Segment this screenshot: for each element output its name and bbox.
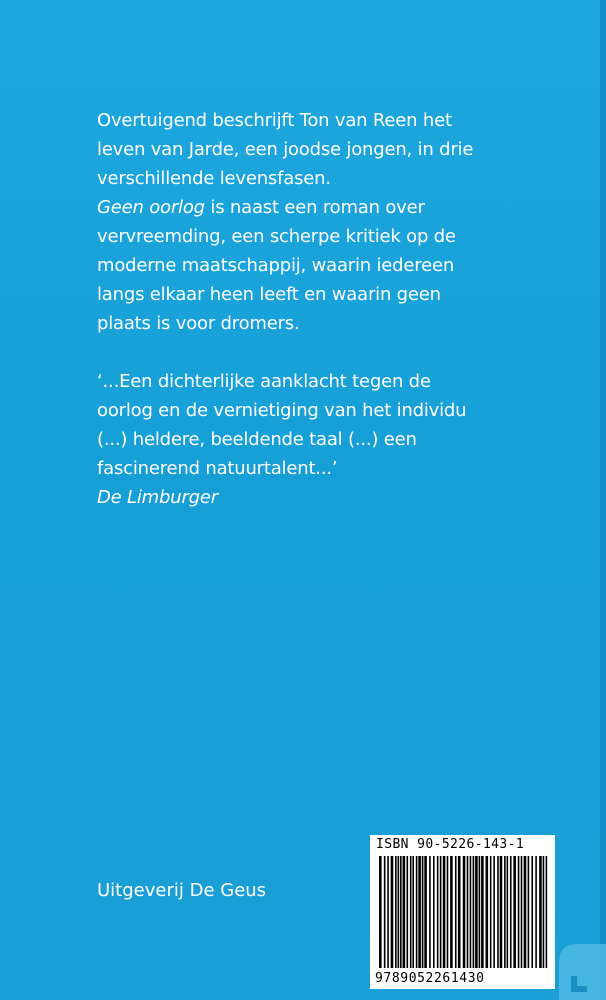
- barcode-bar: [473, 856, 475, 968]
- barcode-bar: [384, 856, 386, 968]
- barcode-bar: [518, 856, 520, 968]
- barcode-bar: [535, 856, 537, 968]
- barcode-bar: [486, 856, 489, 968]
- barcode-bar: [433, 856, 435, 968]
- paragraph-gap: [97, 338, 477, 367]
- barcode-bar: [539, 856, 542, 968]
- barcode-bar: [422, 856, 424, 968]
- barcode-bars: [378, 856, 548, 968]
- barcode-bar: [528, 856, 530, 968]
- barcode-bar: [450, 856, 453, 968]
- quote-line: (...) heldere, beeldende taal (...) een: [97, 429, 417, 450]
- barcode-bar: [391, 856, 394, 968]
- barcode-bar: [543, 856, 545, 968]
- barcode-bar: [412, 856, 414, 968]
- barcode-bar: [424, 856, 427, 968]
- barcode-bar: [490, 856, 492, 968]
- barcode-bar: [521, 856, 523, 968]
- blurb-line: langs elkaar heen leeft en waarin geen: [97, 284, 441, 305]
- blurb-line: Overtuigend beschrijft Ton van Reen het: [97, 110, 452, 131]
- barcode-bar: [447, 856, 449, 968]
- quote-line: oorlog en de vernietiging van het individu: [97, 400, 467, 421]
- blurb-line: vervreemding, een scherpe kritiek op de: [97, 226, 456, 247]
- barcode-bar: [497, 856, 499, 968]
- cover-edge: [600, 0, 606, 1000]
- barcode-bar: [379, 856, 382, 968]
- barcode-bar: [400, 856, 402, 968]
- blurb-line: moderne maatschappij, waarin iedereen: [97, 255, 455, 276]
- blurb-text: [97, 106, 477, 512]
- blurb-line: leven van Jarde, een joodse jongen, in drie: [97, 139, 474, 160]
- isbn-label: ISBN 90-5226-143-1: [376, 837, 525, 852]
- quote-line: ‘...Een dichterlijke aanklacht tegen de: [97, 371, 431, 392]
- barcode-bar: [416, 856, 418, 968]
- barcode-bar: [443, 856, 446, 968]
- book-title: Geen oorlog: [97, 197, 205, 218]
- barcode-bar: [387, 856, 389, 968]
- quote-line: fascinerend natuurtalent...’: [97, 458, 338, 479]
- barcode-bar: [531, 856, 533, 968]
- barcode-bar: [437, 856, 439, 968]
- barcode-bar: [440, 856, 442, 968]
- barcode-bar: [418, 856, 421, 968]
- publisher-name: Uitgeverij De Geus: [97, 880, 267, 901]
- blurb-line: plaats is voor dromers.: [97, 313, 300, 334]
- barcode-bar: [410, 856, 412, 968]
- blurb-line-rest: is naast een roman over: [204, 197, 425, 218]
- barcode-bar: [403, 856, 406, 968]
- barcode-bar: [475, 856, 478, 968]
- blurb-line: verschillende levensfasen.: [97, 168, 331, 189]
- barcode-bar: [479, 856, 481, 968]
- barcode-bar: [500, 856, 503, 968]
- barcode-bar: [429, 856, 431, 968]
- quote-source: De Limburger: [97, 487, 218, 508]
- barcode-bar: [398, 856, 400, 968]
- barcode-bar: [455, 856, 457, 968]
- watermark-logo: [557, 940, 606, 1000]
- barcode-bar: [481, 856, 484, 968]
- barcode-bar: [507, 856, 509, 968]
- barcode-bar: [513, 856, 516, 968]
- barcode-bar: [524, 856, 527, 968]
- isbn-barcode: [370, 835, 555, 989]
- barcode-bar: [510, 856, 512, 968]
- barcode-bar: [470, 856, 472, 968]
- barcode-bar: [546, 856, 548, 968]
- blurb-line: [97, 193, 477, 222]
- barcode-bar: [467, 856, 469, 968]
- ean-digits: 9789052261430: [375, 971, 485, 986]
- barcode-bar: [504, 856, 506, 968]
- barcode-bar: [463, 856, 466, 968]
- barcode-bar: [395, 856, 397, 968]
- barcode-bar: [407, 856, 409, 968]
- barcode-bar: [493, 856, 495, 968]
- barcode-bar: [458, 856, 461, 968]
